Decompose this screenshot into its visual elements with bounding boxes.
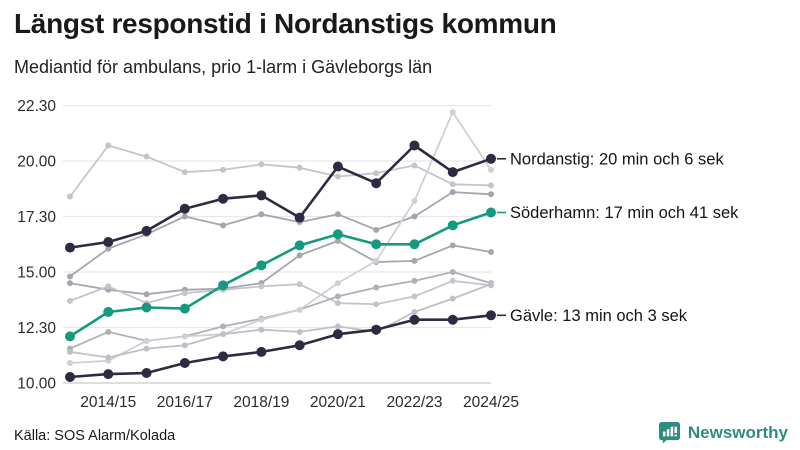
- data-point-gray-5: [373, 285, 379, 291]
- data-point-nordanstig: [142, 226, 152, 236]
- data-point-gävle: [409, 315, 419, 325]
- data-point-gävle: [180, 358, 190, 368]
- newsworthy-icon: [658, 421, 681, 444]
- source-note: Källa: SOS Alarm/Kolada: [14, 428, 176, 444]
- data-point-gävle: [142, 368, 152, 378]
- data-point-gray-1: [411, 162, 417, 168]
- data-point-gray-2: [450, 189, 456, 195]
- data-point-nordanstig: [333, 162, 343, 172]
- data-point-söderhamn: [371, 239, 381, 249]
- data-point-gray-1: [105, 142, 111, 148]
- data-point-gävle: [256, 347, 266, 357]
- y-tick-label: 12.30: [17, 320, 56, 337]
- data-point-nordanstig: [448, 167, 458, 177]
- y-tick-label: 20.00: [17, 153, 56, 171]
- data-point-gray-7: [67, 349, 73, 355]
- data-point-nordanstig: [486, 154, 496, 164]
- data-point-gray-7: [105, 354, 111, 360]
- data-point-söderhamn: [65, 331, 75, 341]
- data-point-gray-4: [258, 283, 264, 289]
- data-point-nordanstig: [295, 213, 305, 223]
- data-point-söderhamn: [333, 229, 343, 239]
- data-point-gävle: [218, 351, 228, 361]
- data-point-gray-4: [335, 300, 341, 306]
- data-point-gray-7: [335, 323, 341, 329]
- page-title: Längst responstid i Nordanstigs kommun: [14, 8, 557, 39]
- data-point-gävle: [295, 340, 305, 350]
- data-point-gray-1: [297, 165, 303, 171]
- series-line-gävle: [70, 315, 491, 377]
- data-point-gray-1: [258, 161, 264, 167]
- data-point-gray-5: [105, 329, 111, 335]
- data-point-gray-4: [450, 278, 456, 284]
- page-subtitle: Mediantid för ambulans, prio 1-larm i Gävleborgs län: [14, 57, 433, 77]
- data-point-söderhamn: [295, 240, 305, 250]
- data-point-gray-2: [67, 273, 73, 279]
- x-tick-label: 2022/23: [386, 394, 443, 411]
- data-point-gray-4: [297, 281, 303, 287]
- data-point-gray-6: [411, 198, 417, 204]
- series-annotation-söderhamn: Söderhamn: 17 min och 41 sek: [510, 204, 739, 223]
- data-point-gray-2: [182, 214, 188, 220]
- data-point-gray-1: [335, 174, 341, 180]
- data-point-söderhamn: [218, 280, 228, 290]
- data-point-gray-7: [297, 329, 303, 335]
- data-point-gray-2: [220, 222, 226, 228]
- series-line-gray-3: [70, 241, 491, 294]
- data-point-gray-1: [488, 182, 494, 188]
- data-point-söderhamn: [486, 208, 496, 218]
- data-point-gray-5: [450, 269, 456, 275]
- data-point-gävle: [65, 372, 75, 382]
- data-point-söderhamn: [448, 220, 458, 230]
- series-line-söderhamn: [70, 213, 491, 337]
- data-point-söderhamn: [256, 260, 266, 270]
- y-tick-label: 22.30: [17, 98, 56, 115]
- data-point-gray-5: [411, 278, 417, 284]
- data-point-gray-2: [373, 227, 379, 233]
- data-point-gray-3: [67, 280, 73, 286]
- y-tick-label: 15.00: [17, 264, 56, 282]
- data-point-gävle: [448, 315, 458, 325]
- data-point-gävle: [486, 310, 496, 320]
- newsworthy-logo[interactable]: [658, 421, 788, 444]
- data-point-söderhamn: [142, 303, 152, 313]
- data-point-gray-3: [488, 249, 494, 255]
- x-tick-label: 2024/25: [462, 394, 520, 411]
- data-point-nordanstig: [371, 178, 381, 188]
- data-point-gray-2: [258, 211, 264, 217]
- data-point-gray-7: [450, 296, 456, 302]
- data-point-gray-6: [373, 258, 379, 264]
- data-point-gray-7: [488, 281, 494, 287]
- data-point-gray-7: [258, 327, 264, 333]
- data-point-söderhamn: [180, 304, 190, 314]
- x-tick-label: 2020/21: [309, 394, 366, 411]
- data-point-gray-6: [450, 109, 456, 115]
- data-point-gray-1: [373, 170, 379, 176]
- data-point-nordanstig: [103, 237, 113, 247]
- data-point-gävle: [103, 369, 113, 379]
- data-point-gray-6: [335, 280, 341, 286]
- data-point-gray-1: [182, 169, 188, 175]
- x-tick-label: 2014/15: [80, 394, 137, 411]
- data-point-gray-4: [373, 301, 379, 307]
- data-point-gray-6: [258, 317, 264, 323]
- data-point-gray-6: [297, 307, 303, 313]
- data-point-gray-6: [182, 333, 188, 339]
- newsworthy-wordmark: Newsworthy: [687, 422, 788, 442]
- data-point-gray-5: [220, 323, 226, 329]
- data-point-gray-7: [411, 309, 417, 315]
- data-point-gävle: [333, 329, 343, 339]
- data-point-nordanstig: [409, 140, 419, 150]
- data-point-söderhamn: [409, 239, 419, 249]
- data-point-gray-3: [297, 252, 303, 258]
- data-point-gray-3: [411, 258, 417, 264]
- series-annotation-gävle: Gävle: 13 min och 3 sek: [510, 306, 688, 325]
- y-tick-label: 10.00: [17, 375, 56, 393]
- data-point-gray-1: [67, 194, 73, 200]
- data-point-gray-2: [411, 214, 417, 220]
- data-point-gray-1: [144, 154, 150, 160]
- data-point-nordanstig: [256, 190, 266, 200]
- series-annotation-nordanstig: Nordanstig: 20 min och 6 sek: [510, 150, 724, 169]
- data-point-nordanstig: [65, 243, 75, 253]
- data-point-gray-2: [488, 191, 494, 197]
- data-point-gävle: [371, 325, 381, 335]
- data-point-gray-6: [144, 338, 150, 344]
- data-point-gray-6: [488, 167, 494, 173]
- data-point-nordanstig: [218, 194, 228, 204]
- data-point-gray-4: [105, 283, 111, 289]
- data-point-gray-2: [335, 211, 341, 217]
- data-point-nordanstig: [180, 204, 190, 214]
- data-point-söderhamn: [103, 307, 113, 317]
- data-point-gray-5: [335, 293, 341, 299]
- data-point-gray-4: [182, 290, 188, 296]
- data-point-gray-7: [182, 342, 188, 348]
- data-point-gray-3: [450, 242, 456, 248]
- data-point-gray-7: [144, 346, 150, 352]
- data-point-gray-1: [220, 167, 226, 173]
- y-tick-label: 17.30: [17, 209, 56, 226]
- x-tick-label: 2018/19: [233, 394, 290, 411]
- data-point-gray-6: [67, 360, 73, 366]
- data-point-gray-1: [450, 181, 456, 187]
- x-tick-label: 2016/17: [156, 394, 213, 411]
- data-point-gray-7: [220, 331, 226, 337]
- data-point-gray-3: [144, 291, 150, 297]
- data-point-gray-4: [67, 298, 73, 304]
- data-point-gray-4: [411, 293, 417, 299]
